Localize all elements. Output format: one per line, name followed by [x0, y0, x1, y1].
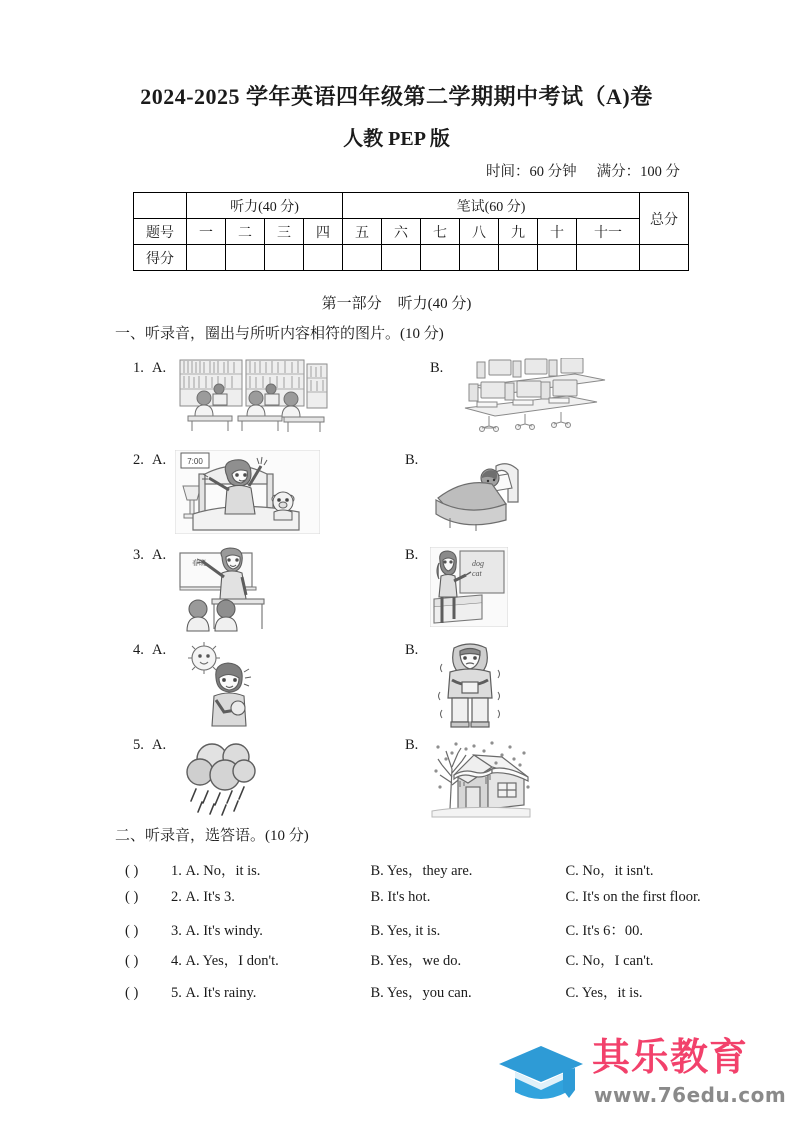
item-3-option-a-label[interactable]: A.	[152, 547, 167, 563]
item-1-option-a-label[interactable]: A.	[152, 360, 167, 376]
item-1-number: 1.	[133, 360, 144, 376]
section-one-heading: 一、听录音，圈出与所听内容相符的图片。(10 分)	[115, 326, 444, 342]
score-table-group-row	[134, 193, 689, 219]
answer-choice-row-4	[125, 949, 745, 970]
option-b-1[interactable]: B. Yes，they are.	[370, 863, 473, 879]
answer-blank-2[interactable]: ( )	[125, 889, 139, 905]
row-label-question-number: 题号	[134, 219, 187, 245]
score-table	[133, 192, 689, 271]
item-5-number: 5.	[133, 737, 144, 753]
page-title: 2024-2025 学年英语四年级第二学期期中考试（A)卷	[140, 84, 653, 109]
answer-choice-row-5	[125, 981, 745, 1002]
score-table-corner-cell	[134, 193, 187, 219]
score-blank-cell[interactable]	[499, 245, 538, 271]
question-number-5: 5.	[171, 985, 182, 1001]
answer-choice-row-1	[125, 859, 745, 880]
graduation-cap-icon	[497, 1042, 585, 1115]
question-number-cell: 六	[382, 219, 421, 245]
question-number-cell: 十一	[577, 219, 640, 245]
answer-choice-row-2	[125, 889, 745, 906]
option-a-5[interactable]: A. It's rainy.	[185, 985, 257, 1001]
watermark-logo	[497, 1035, 787, 1114]
part-one-subject: 听力(40 分)	[397, 296, 472, 312]
question-number-2: 2.	[171, 889, 182, 905]
score-table-score-row	[134, 245, 689, 271]
item-5-image-b[interactable]	[428, 739, 533, 819]
part-one-heading	[0, 292, 793, 313]
score-blank-cell[interactable]	[460, 245, 499, 271]
option-c-1[interactable]: C. No，it isn't.	[565, 863, 654, 879]
watermark-brand: 其乐教育	[592, 1035, 749, 1079]
item-5-option-b-label[interactable]: B.	[405, 737, 419, 753]
item-1-image-b[interactable]	[455, 358, 615, 438]
item-2-image-a[interactable]	[175, 450, 320, 534]
question-number-3: 3.	[171, 923, 182, 939]
score-blank-cell[interactable]	[382, 245, 421, 271]
option-c-2[interactable]: C. It's on the first floor.	[565, 889, 701, 905]
option-b-3[interactable]: B. Yes, it is.	[370, 923, 441, 939]
whiteboard-line-2: cat	[472, 569, 482, 578]
page-subtitle: 人教 PEP 版	[343, 128, 450, 150]
question-number-cell: 二	[226, 219, 265, 245]
score-group-listening: 听力(40 分)	[187, 193, 343, 219]
score-blank-cell[interactable]	[421, 245, 460, 271]
item-2-number: 2.	[133, 452, 144, 468]
option-b-2[interactable]: B. It's hot.	[370, 889, 431, 905]
question-number-cell: 十	[538, 219, 577, 245]
option-a-2[interactable]: A. It's 3.	[185, 889, 235, 905]
score-blank-cell[interactable]	[343, 245, 382, 271]
score-blank-cell[interactable]	[577, 245, 640, 271]
score-blank-cell[interactable]	[304, 245, 343, 271]
option-a-1[interactable]: A. No，it is.	[185, 863, 261, 879]
item-4-option-a-label[interactable]: A.	[152, 642, 167, 658]
answer-blank-1[interactable]: ( )	[125, 863, 139, 879]
item-3-image-b[interactable]	[430, 547, 508, 627]
answer-blank-3[interactable]: ( )	[125, 923, 139, 939]
exam-duration: 时间：60 分钟	[486, 164, 577, 180]
item-5-option-a-label[interactable]: A.	[152, 737, 167, 753]
item-4-image-a[interactable]	[178, 640, 273, 730]
option-c-5[interactable]: C. Yes，it is.	[565, 985, 643, 1001]
question-number-cell: 九	[499, 219, 538, 245]
item-4-option-b-label[interactable]: B.	[405, 642, 419, 658]
row-label-score: 得分	[134, 245, 187, 271]
item-3-image-a[interactable]	[178, 547, 283, 635]
blackboard-text: 春晓	[192, 559, 206, 567]
item-4-number: 4.	[133, 642, 144, 658]
question-number-cell: 三	[265, 219, 304, 245]
score-blank-cell[interactable]	[187, 245, 226, 271]
exam-meta	[486, 160, 680, 181]
item-1-option-b-label[interactable]: B.	[430, 360, 444, 376]
option-c-3[interactable]: C. It's 6：00.	[565, 923, 644, 939]
part-one-label: 第一部分	[321, 296, 382, 312]
question-number-cell: 七	[421, 219, 460, 245]
question-number-cell: 五	[343, 219, 382, 245]
option-c-4[interactable]: C. No，I can't.	[565, 953, 654, 969]
score-blank-cell[interactable]	[226, 245, 265, 271]
option-b-5[interactable]: B. Yes，you can.	[370, 985, 472, 1001]
answer-blank-5[interactable]: ( )	[125, 985, 139, 1001]
clock-time-text: 7:00	[187, 457, 203, 466]
question-number-1: 1.	[171, 863, 182, 879]
item-3-number: 3.	[133, 547, 144, 563]
watermark-url: www.76edu.com	[594, 1083, 787, 1107]
item-3-option-b-label[interactable]: B.	[405, 547, 419, 563]
item-5-image-a[interactable]	[178, 739, 273, 819]
question-number-4: 4.	[171, 953, 182, 969]
score-total-label: 总分	[640, 193, 689, 245]
item-2-option-a-label[interactable]: A.	[152, 452, 167, 468]
option-b-4[interactable]: B. Yes，we do.	[370, 953, 462, 969]
question-number-cell: 八	[460, 219, 499, 245]
score-blank-cell[interactable]	[538, 245, 577, 271]
exam-total-score: 满分：100 分	[596, 164, 680, 180]
item-2-image-b[interactable]	[428, 456, 548, 531]
item-2-option-b-label[interactable]: B.	[405, 452, 419, 468]
score-total-blank-cell[interactable]	[640, 245, 689, 271]
option-a-4[interactable]: A. Yes，I don't.	[185, 953, 279, 969]
whiteboard-line-1: dog	[472, 559, 484, 568]
question-number-cell: 四	[304, 219, 343, 245]
score-table-number-row	[134, 219, 689, 245]
item-4-image-b[interactable]	[430, 642, 510, 730]
answer-blank-4[interactable]: ( )	[125, 953, 139, 969]
item-1-image-a[interactable]	[176, 358, 331, 436]
question-number-cell: 一	[187, 219, 226, 245]
section-two-heading: 二、听录音，选答语。(10 分)	[115, 828, 309, 844]
answer-choice-row-3	[125, 919, 745, 940]
score-blank-cell[interactable]	[265, 245, 304, 271]
option-a-3[interactable]: A. It's windy.	[185, 923, 263, 939]
score-group-written: 笔试(60 分)	[343, 193, 640, 219]
